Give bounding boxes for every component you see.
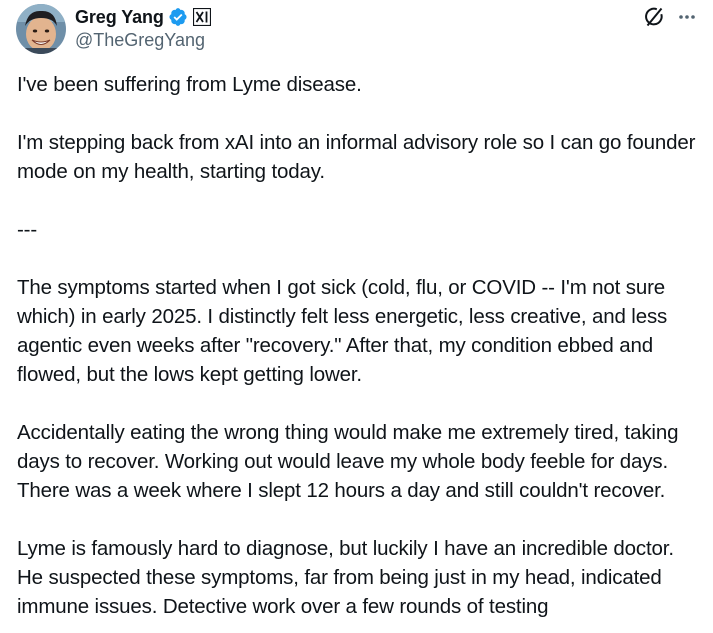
author-handle[interactable]: @TheGregYang	[75, 30, 206, 50]
grok-icon[interactable]	[643, 6, 665, 33]
author-block	[75, 5, 211, 51]
display-name[interactable]: Greg Yang	[75, 6, 164, 27]
tweet-paragraph: I'm stepping back from xAI into an informal advisory role so I can go founder mode on my health, starting today.	[17, 131, 701, 183]
tweet-header	[16, 4, 697, 54]
tweet-paragraph: Lyme is famously hard to diagnose, but luckily I have an incredible doctor. He suspected these symptoms, far from being just in my head, indicated immune issues. Detective work over a few rounds of testing	[17, 537, 680, 618]
avatar-photo	[16, 4, 66, 54]
name-row	[75, 5, 211, 29]
tweet-text	[17, 70, 703, 633]
tweet-paragraph: ---	[17, 218, 38, 241]
tweet-paragraph: Accidentally eating the wrong thing would make me extremely tired, taking days to recover. Working out would leave my whole body feeble for days. There was a week where I slept 12 hours a day and still couldn't recover.	[17, 421, 684, 502]
tweet-actions	[643, 6, 697, 33]
verified-badge-icon[interactable]	[168, 7, 188, 27]
more-options-icon[interactable]	[677, 7, 697, 32]
tweet-paragraph: The symptoms started when I got sick (cold, flu, or COVID -- I'm not sure which) in early 2025. I distinctly felt less energetic, less creative, and less agentic even weeks after "recovery." After that, my condition ebbed and flowed, but the lows kept getting lower.	[17, 276, 673, 386]
avatar[interactable]	[16, 4, 66, 54]
xai-logo-icon[interactable]	[193, 8, 211, 26]
tweet-paragraph: I've been suffering from Lyme disease.	[17, 73, 362, 96]
